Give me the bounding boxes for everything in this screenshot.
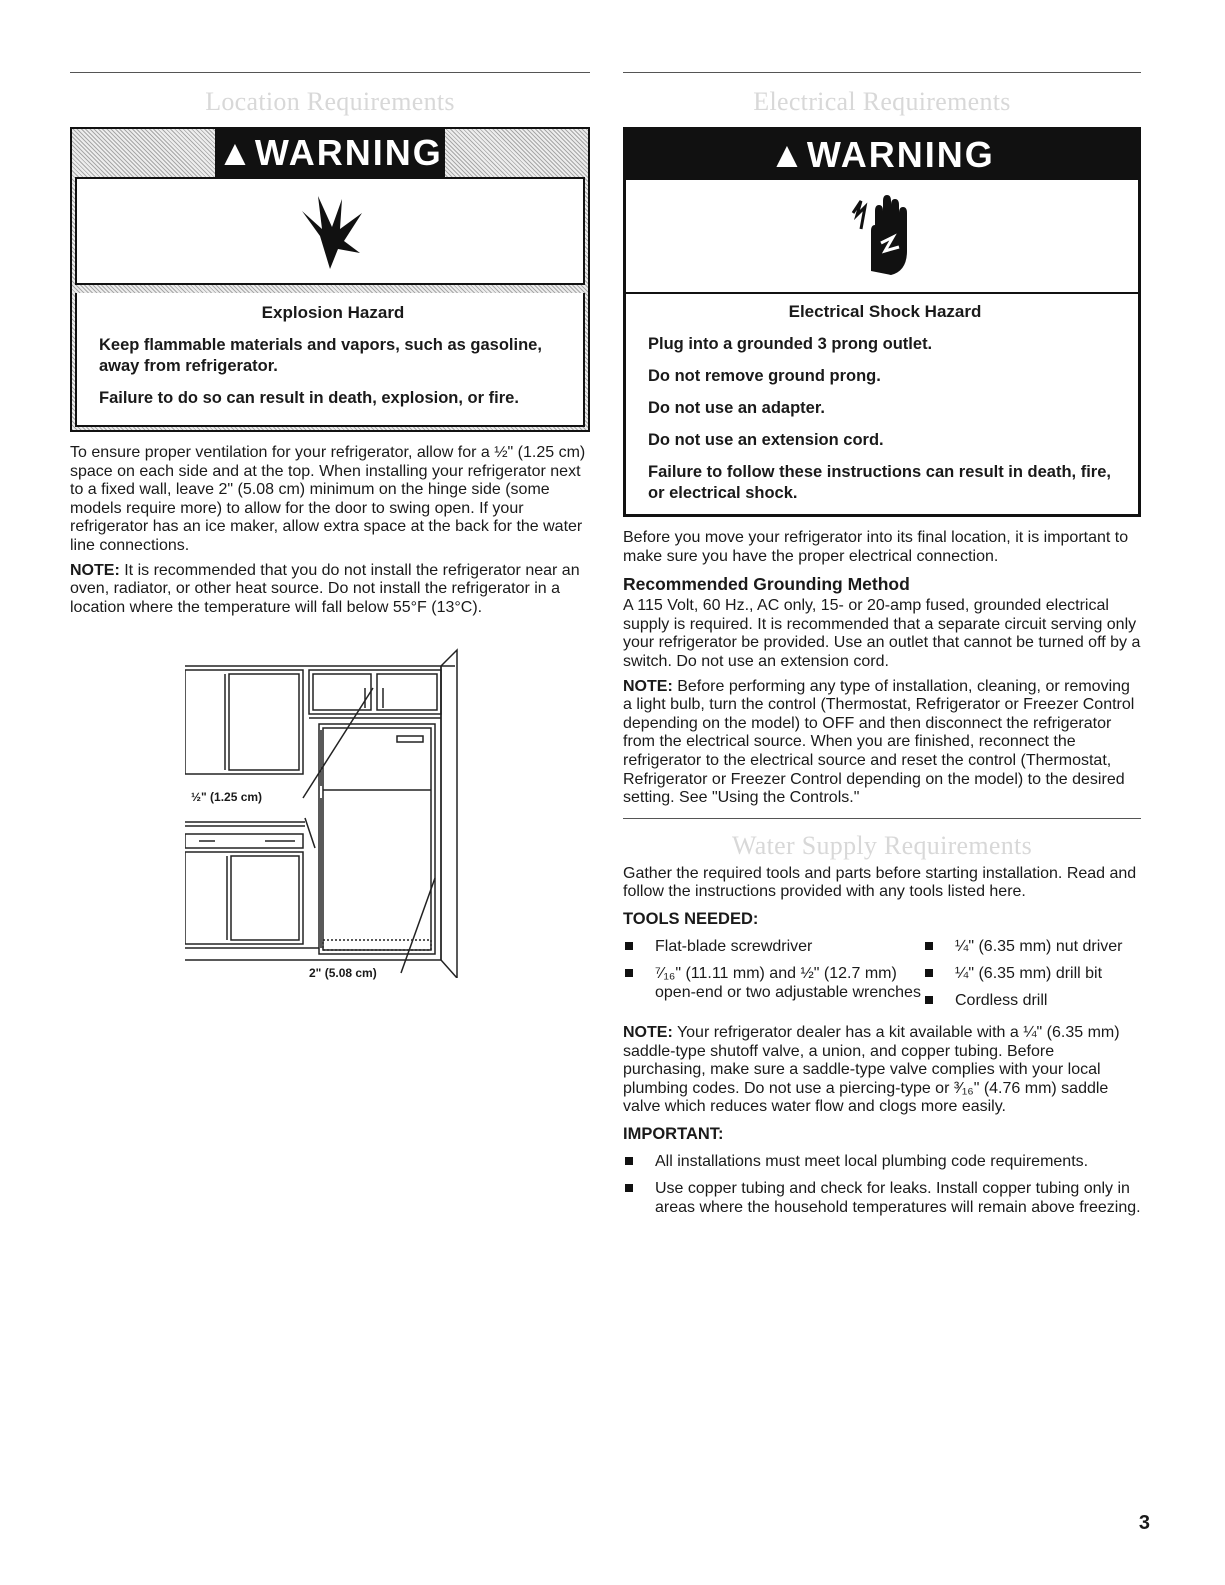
explosion-icon-panel <box>75 177 585 285</box>
warning-line: Failure to follow these instructions can result in death, fire, or electrical shock. <box>648 463 1111 502</box>
section-rule <box>623 818 1141 819</box>
note-label: NOTE: <box>623 1023 673 1041</box>
note-text: Your refrigerator dealer has a kit available with a ¼" (6.35 mm) saddle-type shutoff valve, a union, and copper tubing. Before purchasing, make sure a saddle-type valve complies with your local plumbing codes. Do not use a piercing-type or ³⁄₁₆" (4.76 mm) saddle valve which reduces water flow and clogs more easily. <box>623 1023 1120 1116</box>
shock-warning-box <box>623 127 1141 517</box>
electric-shock-hand-icon <box>847 191 917 281</box>
warning-line: Do not use an adapter. <box>648 399 825 417</box>
shock-warning-text <box>626 294 1138 514</box>
section-rule <box>623 72 1141 73</box>
note-label: NOTE: <box>623 677 673 695</box>
location-title: Location Requirements <box>205 87 455 116</box>
clearance-diagram <box>185 648 475 978</box>
tool-item: ¼" (6.35 mm) drill bit <box>923 964 1141 983</box>
explosion-warning-text <box>75 293 585 427</box>
ventilation-paragraph: To ensure proper ventilation for your refrigerator, allow for a ½" (1.25 cm) space on each side and at the top. When installing your refrigerator next to a fixed wall, leave 2" (5.08 cm) minimum on the hinge side (some models require more) to allow for the door to swing open. If your refrigerator has an ice maker, allow extra space at the back for the water line connections. <box>70 444 586 554</box>
page-number: 3 <box>1138 1512 1150 1534</box>
door-clearance-label: 2" (5.08 cm) <box>309 966 377 980</box>
note-label: NOTE: <box>70 561 120 579</box>
warning-line: Do not use an extension cord. <box>648 431 884 449</box>
electrical-section <box>623 72 1141 1225</box>
section-rule <box>70 72 590 73</box>
water-title: Water Supply Requirements <box>731 830 1032 860</box>
water-note <box>623 1024 1141 1117</box>
hazard-title: Electrical Shock Hazard <box>788 302 982 321</box>
explosion-warning-box <box>70 127 590 432</box>
installation-diagram <box>185 648 475 983</box>
warning-heading: ▲WARNING <box>626 130 1138 180</box>
side-clearance-label: ½" (1.25 cm) <box>191 790 263 804</box>
explosion-icon <box>290 191 370 271</box>
tools-heading: TOOLS NEEDED: <box>623 909 759 928</box>
important-heading: IMPORTANT: <box>623 1124 724 1143</box>
important-item: All installations must meet local plumbing code requirements. <box>623 1152 1141 1171</box>
warning-line: Keep flammable materials and vapors, such as gasoline, away from refrigerator. <box>99 336 542 375</box>
warning-line: Do not remove ground prong. <box>648 367 881 385</box>
tool-item: ¼" (6.35 mm) nut driver <box>923 937 1141 956</box>
note-text: It is recommended that you do not install the refrigerator near an oven, radiator, or other heat source. Do not install the refrigerator in a location where the temperature will fall below 55°F (13°C). <box>70 561 580 616</box>
warning-heading: ▲WARNING <box>215 129 445 177</box>
note-text: Before performing any type of installation, cleaning, or removing a light bulb, turn the control (Thermostat, Refrigerator or Freezer Control depending on the model) to OFF and then disconnect the refrigerator from the electrical source. When you are finished, reconnect the refrigerator to the electrical source and reset the control (Thermostat, Refrigerator or Freezer Control depending on the model) to the desired setting. See "Using the Controls." <box>623 677 1135 807</box>
electrical-note <box>623 678 1141 808</box>
warning-line: Failure to do so can result in death, explosion, or fire. <box>99 389 519 407</box>
tool-item: Flat-blade screwdriver <box>623 937 923 956</box>
hazard-title: Explosion Hazard <box>261 303 405 322</box>
grounding-subhead: Recommended Grounding Method <box>623 574 910 595</box>
important-list <box>623 1152 1141 1217</box>
electrical-title: Electrical Requirements <box>753 87 1011 116</box>
water-intro: Gather the required tools and parts before starting installation. Read and follow the instructions provided with any tools listed here. <box>623 864 1137 901</box>
shock-icon-panel <box>626 180 1138 294</box>
location-section <box>70 72 590 617</box>
location-note <box>70 562 590 618</box>
electrical-intro: Before you move your refrigerator into its final location, it is important to make sure you have the proper electrical connection. <box>623 529 1129 565</box>
warning-triangle-icon: ▲ <box>217 132 255 173</box>
important-item: Use copper tubing and check for leaks. Install copper tubing only in areas where the household temperatures will remain above freezing. <box>623 1179 1141 1217</box>
tool-item: ⁷⁄₁₆" (11.11 mm) and ½" (12.7 mm) open-end or two adjustable wrenches <box>623 964 923 1002</box>
tool-item: Cordless drill <box>923 991 1141 1010</box>
tools-list <box>623 937 1141 1018</box>
warning-triangle-icon: ▲ <box>769 134 807 175</box>
grounding-paragraph: A 115 Volt, 60 Hz., AC only, 15- or 20-amp fused, grounded electrical supply is required. It is recommended that a separate circuit serving only your refrigerator be provided. Use an outlet that cannot be turned off by a switch. Do not use an extension cord. <box>623 597 1141 670</box>
warning-line: Plug into a grounded 3 prong outlet. <box>648 335 933 353</box>
